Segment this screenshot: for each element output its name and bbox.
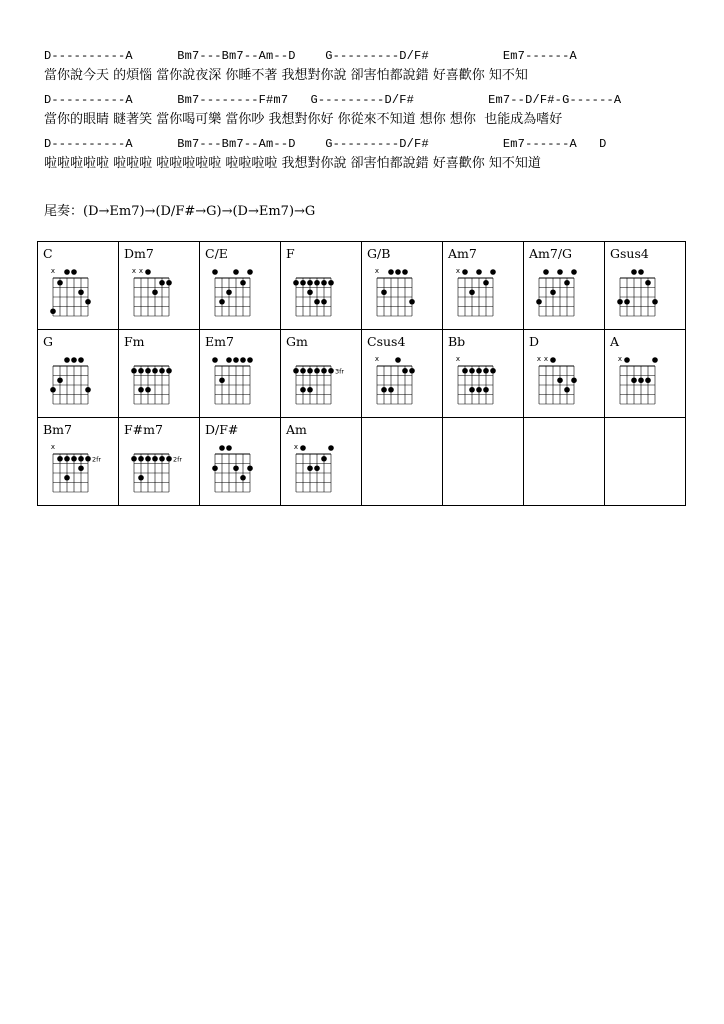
empty-cell	[605, 418, 686, 506]
barre-dot	[166, 368, 172, 374]
mute-mark: x	[131, 267, 137, 275]
chord-cell	[362, 330, 443, 418]
barre-dot	[307, 280, 313, 286]
finger-dot	[159, 280, 165, 286]
finger-dot	[64, 475, 70, 481]
finger-dot	[145, 269, 151, 275]
chord-diagram	[119, 242, 199, 329]
finger-dot	[300, 387, 306, 393]
barre-dot	[314, 280, 320, 286]
chord-name: Am	[286, 422, 307, 437]
finger-dot	[307, 387, 313, 393]
finger-dot	[85, 299, 91, 305]
finger-dot	[166, 280, 172, 286]
mute-mark: x	[50, 443, 56, 451]
empty-cell	[524, 418, 605, 506]
chord-diagram	[524, 242, 604, 329]
chord-diagram	[38, 242, 118, 329]
barre-dot	[476, 368, 482, 374]
chord-chart-grid	[37, 241, 686, 506]
mute-mark: x	[374, 355, 380, 363]
finger-dot	[138, 475, 144, 481]
mute-mark: x	[374, 267, 380, 275]
finger-dot	[321, 299, 327, 305]
chord-cell	[605, 330, 686, 418]
fret-number-label: 3fr	[335, 367, 345, 376]
mute-mark: x	[293, 443, 299, 451]
chord-diagram	[362, 330, 442, 417]
finger-dot	[476, 269, 482, 275]
finger-dot	[226, 289, 232, 295]
empty-cell	[443, 418, 524, 506]
finger-dot	[64, 269, 70, 275]
finger-dot	[233, 269, 239, 275]
chord-name: A	[610, 334, 620, 349]
finger-dot	[50, 308, 56, 314]
finger-dot	[543, 269, 549, 275]
finger-dot	[233, 357, 239, 363]
barre-dot	[293, 368, 299, 374]
finger-dot	[388, 269, 394, 275]
chord-cell	[38, 418, 119, 506]
barre-dot	[152, 368, 158, 374]
finger-dot	[564, 280, 570, 286]
chord-cell	[281, 330, 362, 418]
chord-diagram	[119, 330, 199, 417]
finger-dot	[226, 357, 232, 363]
chord-diagram	[605, 330, 685, 417]
barre-dot	[131, 368, 137, 374]
finger-dot	[78, 289, 84, 295]
chord-name: C/E	[205, 246, 228, 261]
mute-mark: x	[617, 355, 623, 363]
finger-dot	[624, 357, 630, 363]
barre-dot	[483, 368, 489, 374]
finger-dot	[395, 269, 401, 275]
chord-cell	[119, 330, 200, 418]
chord-cell	[119, 242, 200, 330]
finger-dot	[64, 357, 70, 363]
finger-dot	[240, 357, 246, 363]
chord-cell	[605, 242, 686, 330]
chord-diagram	[605, 242, 685, 329]
chord-name: Gsus4	[610, 246, 649, 261]
finger-dot	[212, 357, 218, 363]
finger-dot	[402, 269, 408, 275]
finger-dot	[85, 387, 91, 393]
chord-diagram	[443, 330, 523, 417]
chord-cell	[200, 418, 281, 506]
lyric-line-1: 當你說今天 的煩惱 當你說夜深 你睡不著 我想對你說 卻害怕都說錯 好喜歡你 知不知	[44, 68, 528, 83]
chord-diagram	[119, 418, 199, 505]
finger-dot	[247, 269, 253, 275]
finger-dot	[71, 357, 77, 363]
barre-dot	[159, 368, 165, 374]
finger-dot	[152, 289, 158, 295]
barre-dot	[138, 368, 144, 374]
chord-diagram	[200, 242, 280, 329]
chord-name: D	[529, 334, 540, 349]
finger-dot	[469, 387, 475, 393]
finger-dot	[247, 465, 253, 471]
finger-dot	[57, 377, 63, 383]
finger-dot	[550, 357, 556, 363]
chord-cell	[281, 242, 362, 330]
chord-name: Dm7	[124, 246, 154, 261]
chord-cell	[200, 330, 281, 418]
chord-line-1: D----------A Bm7---Bm7--Am--D G---------D/F# Em7------A	[44, 49, 577, 63]
finger-dot	[233, 465, 239, 471]
finger-dot	[300, 445, 306, 451]
finger-dot	[71, 269, 77, 275]
chord-name: Am7	[448, 246, 477, 261]
barre-dot	[138, 456, 144, 462]
chord-diagram	[524, 330, 604, 417]
barre-dot	[490, 368, 496, 374]
fret-number-label: 2fr	[173, 455, 183, 464]
barre-dot	[321, 280, 327, 286]
chord-name: Em7	[205, 334, 234, 349]
finger-dot	[490, 269, 496, 275]
finger-dot	[617, 299, 623, 305]
finger-dot	[631, 377, 637, 383]
finger-dot	[462, 269, 468, 275]
barre-dot	[300, 280, 306, 286]
lyric-line-2: 當你的眼睛 瞇著笑 當你喝可樂 當你吵 我想對你好 你從來不知道 想你 想你 也能成為嗜好	[44, 112, 563, 127]
finger-dot	[321, 456, 327, 462]
finger-dot	[240, 475, 246, 481]
chord-diagram	[281, 330, 361, 417]
finger-dot	[645, 280, 651, 286]
finger-dot	[638, 377, 644, 383]
barre-dot	[300, 368, 306, 374]
finger-dot	[247, 357, 253, 363]
chord-cell	[281, 418, 362, 506]
barre-dot	[293, 280, 299, 286]
finger-dot	[145, 387, 151, 393]
finger-dot	[409, 299, 415, 305]
barre-dot	[462, 368, 468, 374]
barre-dot	[328, 280, 334, 286]
finger-dot	[571, 269, 577, 275]
barre-dot	[57, 456, 63, 462]
chord-name: Gm	[286, 334, 308, 349]
finger-dot	[557, 269, 563, 275]
finger-dot	[307, 465, 313, 471]
finger-dot	[409, 368, 415, 374]
chord-diagram	[281, 242, 361, 329]
outro-line: 尾奏：(D→Em7)→(D/F#→G)→(D→Em7)→G	[44, 204, 316, 219]
chord-diagram	[443, 242, 523, 329]
chord-line-3: D----------A Bm7---Bm7--Am--D G---------D/F# Em7------A D	[44, 137, 607, 151]
finger-dot	[328, 445, 334, 451]
finger-dot	[571, 377, 577, 383]
finger-dot	[476, 387, 482, 393]
chord-name: G	[43, 334, 53, 349]
finger-dot	[652, 357, 658, 363]
chord-name: Am7/G	[529, 246, 573, 261]
barre-dot	[85, 456, 91, 462]
chord-diagram	[200, 418, 280, 505]
chord-diagram	[362, 242, 442, 329]
chord-cell	[119, 418, 200, 506]
finger-dot	[631, 269, 637, 275]
barre-dot	[328, 368, 334, 374]
chord-cell	[200, 242, 281, 330]
lyric-line-3: 啦啦啦啦啦 啦啦啦 啦啦啦啦啦 啦啦啦啦 我想對你說 卻害怕都說錯 好喜歡你 知不知道	[44, 156, 541, 171]
barre-dot	[131, 456, 137, 462]
chord-cell	[443, 330, 524, 418]
finger-dot	[564, 387, 570, 393]
chord-name: Bb	[448, 334, 466, 349]
finger-dot	[388, 387, 394, 393]
chord-name: Bm7	[43, 422, 72, 437]
chord-cell	[38, 242, 119, 330]
finger-dot	[78, 465, 84, 471]
chord-name: F	[286, 246, 295, 261]
finger-dot	[638, 269, 644, 275]
finger-dot	[219, 299, 225, 305]
finger-dot	[138, 387, 144, 393]
finger-dot	[395, 357, 401, 363]
finger-dot	[483, 387, 489, 393]
finger-dot	[50, 387, 56, 393]
finger-dot	[550, 289, 556, 295]
chord-cell	[524, 242, 605, 330]
mute-mark: x	[138, 267, 144, 275]
chord-name: F#m7	[124, 422, 163, 437]
barre-dot	[166, 456, 172, 462]
empty-cell	[362, 418, 443, 506]
mute-mark: x	[455, 355, 461, 363]
finger-dot	[307, 289, 313, 295]
finger-dot	[483, 280, 489, 286]
finger-dot	[314, 299, 320, 305]
chord-diagram	[200, 330, 280, 417]
chord-cell	[524, 330, 605, 418]
finger-dot	[645, 377, 651, 383]
barre-dot	[145, 456, 151, 462]
barre-dot	[78, 456, 84, 462]
finger-dot	[536, 299, 542, 305]
finger-dot	[624, 299, 630, 305]
chord-name: D/F#	[205, 422, 239, 437]
barre-dot	[152, 456, 158, 462]
barre-dot	[314, 368, 320, 374]
chord-line-2: D----------A Bm7--------F#m7 G---------D/F# Em7--D/F#-G------A	[44, 93, 622, 107]
finger-dot	[469, 289, 475, 295]
finger-dot	[78, 357, 84, 363]
barre-dot	[469, 368, 475, 374]
finger-dot	[212, 465, 218, 471]
barre-dot	[145, 368, 151, 374]
mute-mark: x	[455, 267, 461, 275]
finger-dot	[402, 368, 408, 374]
barre-dot	[71, 456, 77, 462]
finger-dot	[557, 377, 563, 383]
chord-diagram	[38, 418, 118, 505]
chord-name: Fm	[124, 334, 145, 349]
chord-name: G/B	[367, 246, 391, 261]
finger-dot	[652, 299, 658, 305]
chord-cell	[362, 242, 443, 330]
chord-cell	[443, 242, 524, 330]
finger-dot	[219, 445, 225, 451]
barre-dot	[307, 368, 313, 374]
barre-dot	[159, 456, 165, 462]
finger-dot	[219, 377, 225, 383]
chord-diagram	[38, 330, 118, 417]
mute-mark: x	[536, 355, 542, 363]
chord-name: Csus4	[367, 334, 406, 349]
finger-dot	[314, 465, 320, 471]
finger-dot	[212, 269, 218, 275]
finger-dot	[57, 280, 63, 286]
barre-dot	[321, 368, 327, 374]
finger-dot	[226, 445, 232, 451]
finger-dot	[381, 289, 387, 295]
mute-mark: x	[50, 267, 56, 275]
barre-dot	[64, 456, 70, 462]
finger-dot	[381, 387, 387, 393]
chord-name: C	[43, 246, 53, 261]
chord-cell	[38, 330, 119, 418]
chord-diagram	[281, 418, 361, 505]
finger-dot	[240, 280, 246, 286]
fret-number-label: 2fr	[92, 455, 102, 464]
mute-mark: x	[543, 355, 549, 363]
